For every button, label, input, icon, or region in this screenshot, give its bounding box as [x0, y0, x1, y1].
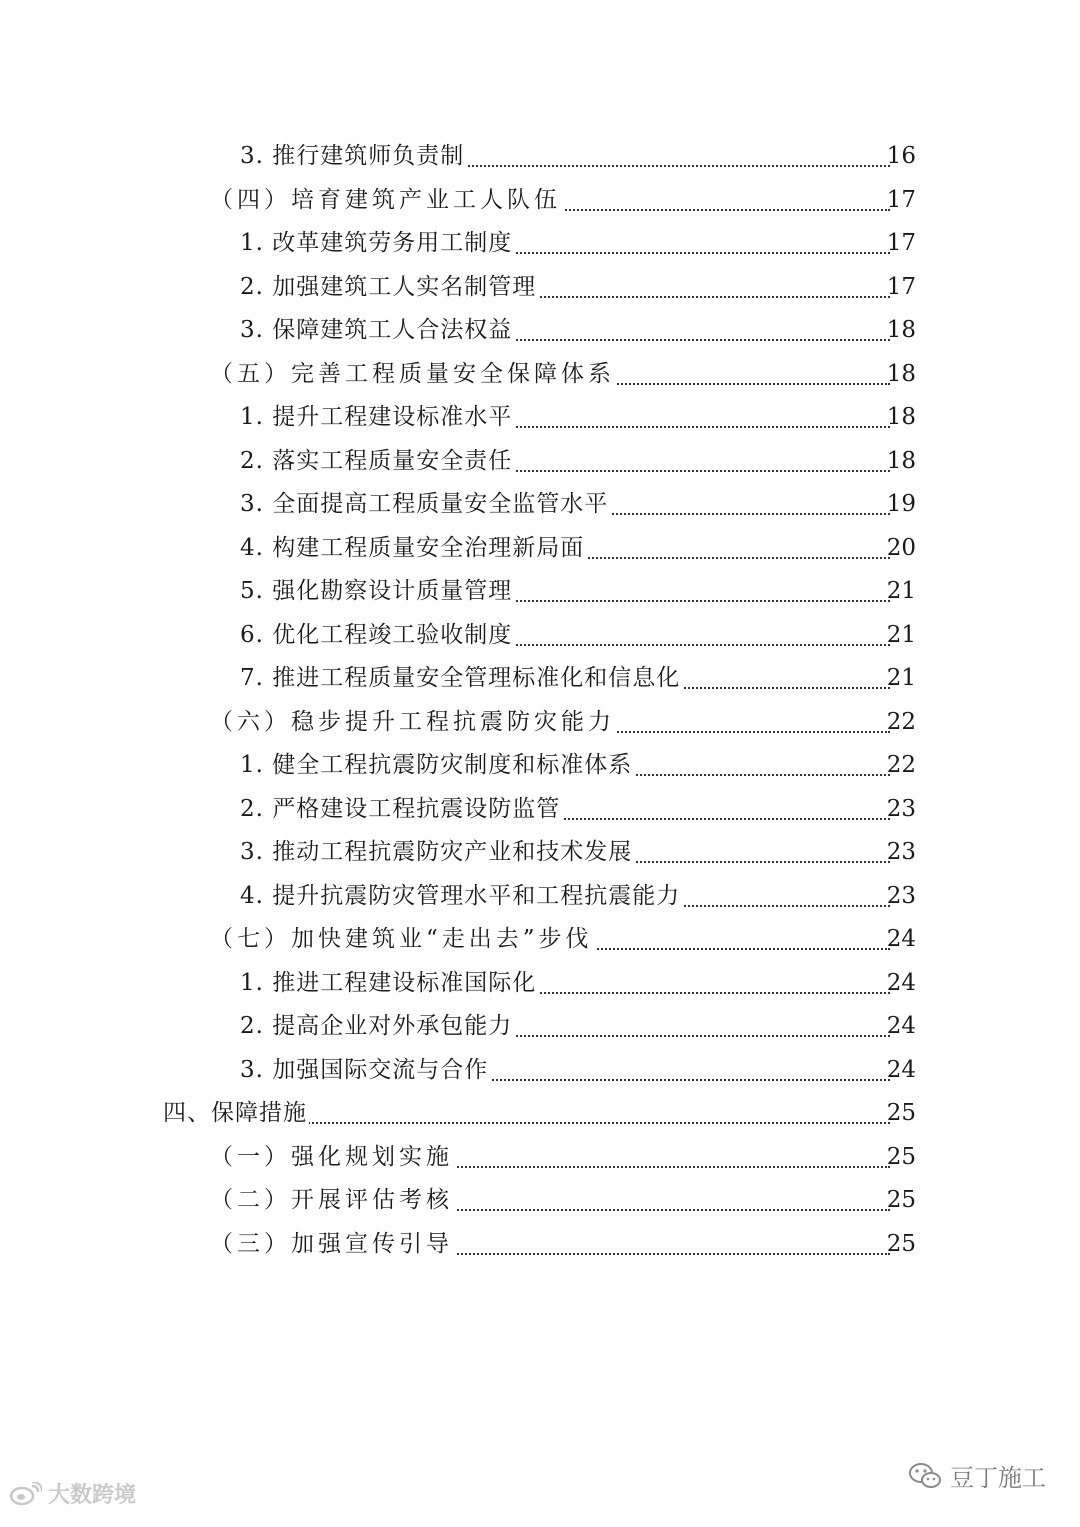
toc-entry-page: 21	[886, 578, 916, 604]
watermark-left-text: 大数跨境	[48, 1483, 137, 1508]
toc-entry-page: 23	[886, 882, 916, 909]
toc-entry[interactable]	[0, 701, 1080, 745]
toc-entry-label: 1. 推进工程建设标准国际化	[240, 969, 537, 996]
toc-entry-page: 17	[886, 273, 916, 300]
toc-entry[interactable]	[0, 962, 1080, 1006]
toc-entry-page: 18	[886, 447, 916, 474]
toc-entry[interactable]	[0, 1092, 1080, 1136]
toc-entry-label: 7. 推进工程质量安全管理标准化和信息化	[240, 665, 681, 691]
toc-entry-page: 18	[886, 404, 916, 430]
toc-entry[interactable]	[0, 440, 1080, 484]
toc-entry-page: 25	[886, 1230, 916, 1257]
toc-entry[interactable]	[0, 527, 1080, 571]
toc-entry-label: （六）稳步提升工程抗震防灾能力	[210, 708, 615, 735]
toc-entry-label: 1. 健全工程抗震防灾制度和标准体系	[240, 752, 633, 778]
toc-entry-label: 四、保障措施	[163, 1100, 307, 1126]
toc-entry-label: 2. 落实工程质量安全责任	[240, 447, 513, 474]
toc-entry[interactable]	[0, 788, 1080, 832]
toc-entry-page: 22	[886, 708, 916, 735]
toc-entry-page: 22	[886, 752, 916, 778]
toc-entry-label: 3. 全面提高工程质量安全监管水平	[240, 491, 609, 517]
toc-entry-label: （一）强化规划实施	[210, 1143, 453, 1170]
toc-entry-page: 25	[886, 1100, 916, 1126]
toc-entry-label: 4. 构建工程质量安全治理新局面	[240, 534, 585, 561]
toc-entry-label: 4. 提升抗震防灾管理水平和工程抗震能力	[240, 882, 681, 909]
toc-entry-label: 2. 严格建设工程抗震设防监管	[240, 795, 561, 822]
toc-entry[interactable]	[0, 266, 1080, 310]
toc-entry-label: （二）开展评估考核	[210, 1187, 453, 1213]
toc-entry-page: 19	[886, 491, 916, 517]
toc-entry-label: （七）加快建筑业“走出去”步伐	[210, 926, 593, 952]
toc-entry-label: 1. 改革建筑劳务用工制度	[240, 230, 513, 256]
toc-entry[interactable]	[0, 1005, 1080, 1049]
toc-entry-label: （五）完善工程质量安全保障体系	[210, 360, 615, 387]
toc-entry[interactable]	[0, 309, 1080, 353]
toc-entry-label: 3. 推行建筑师负责制	[240, 143, 465, 169]
toc-entry[interactable]	[0, 353, 1080, 397]
toc-entry-page: 24	[886, 1056, 916, 1083]
toc-entry[interactable]	[0, 744, 1080, 788]
toc-entry-page: 20	[886, 534, 916, 561]
toc-entry-label: 3. 加强国际交流与合作	[240, 1056, 489, 1083]
toc-entry-page: 23	[886, 795, 916, 822]
toc-entry-label: 1. 提升工程建设标准水平	[240, 404, 513, 430]
toc-entry-page: 25	[886, 1143, 916, 1170]
toc-entry-page: 24	[886, 1013, 916, 1039]
toc-entry-label: （三）加强宣传引导	[210, 1230, 453, 1257]
toc-entry-page: 23	[886, 839, 916, 865]
toc-entry-label: 6. 优化工程竣工验收制度	[240, 621, 513, 648]
weibo-icon	[8, 1482, 42, 1506]
toc-entry[interactable]	[0, 1049, 1080, 1093]
toc-entry-label: 2. 提高企业对外承包能力	[240, 1013, 513, 1039]
toc-entry[interactable]	[0, 222, 1080, 266]
toc-entry-page: 17	[886, 230, 916, 256]
toc-entry[interactable]	[0, 396, 1080, 440]
toc-entry[interactable]	[0, 918, 1080, 962]
toc-entry-page: 18	[886, 317, 916, 343]
toc-entry[interactable]	[0, 179, 1080, 223]
toc-entry-page: 24	[886, 969, 916, 996]
toc-entry[interactable]	[0, 1223, 1080, 1267]
watermark-right-text: 豆丁施工	[950, 1464, 1046, 1492]
toc-entry[interactable]	[0, 483, 1080, 527]
toc-entry[interactable]	[0, 135, 1080, 179]
toc-entry-page: 16	[886, 143, 916, 169]
toc-entry[interactable]	[0, 657, 1080, 701]
toc-entry[interactable]	[0, 875, 1080, 919]
toc-entry-page: 17	[886, 186, 916, 213]
toc-entry-label: 3. 推动工程抗震防灾产业和技术发展	[240, 839, 633, 865]
toc-entry[interactable]	[0, 831, 1080, 875]
toc-entry[interactable]	[0, 1179, 1080, 1223]
toc-entry-page: 24	[886, 926, 916, 952]
toc-entry-page: 21	[886, 665, 916, 691]
toc-entry[interactable]	[0, 1136, 1080, 1180]
watermark-right	[908, 1458, 1046, 1493]
watermark-left	[8, 1478, 136, 1509]
toc-entry-label: （四）培育建筑产业工人队伍	[210, 186, 561, 213]
toc-entry[interactable]	[0, 570, 1080, 614]
toc-entry-label: 2. 加强建筑工人实名制管理	[240, 273, 537, 300]
wechat-icon	[908, 1461, 942, 1491]
toc-entry-label: 3. 保障建筑工人合法权益	[240, 317, 513, 343]
toc-entry[interactable]	[0, 614, 1080, 658]
toc-entry-page: 18	[886, 360, 916, 387]
toc-entry-label: 5. 强化勘察设计质量管理	[240, 578, 513, 604]
toc-entry-page: 25	[886, 1187, 916, 1213]
toc-entry-page: 21	[886, 621, 916, 648]
